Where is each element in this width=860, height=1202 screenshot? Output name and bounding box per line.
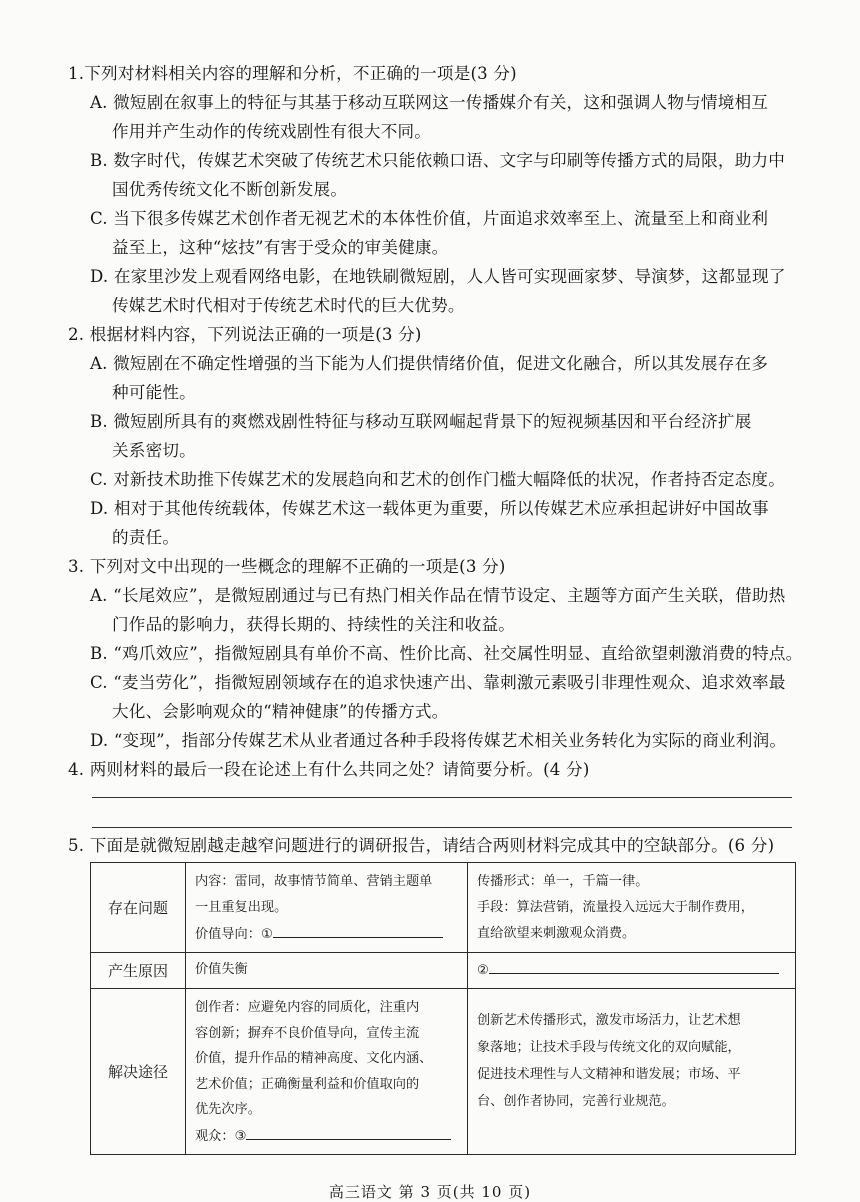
row-header-solutions: 解决途径 — [91, 989, 186, 1155]
q2-option-b-line2: 关系密切。 — [112, 441, 196, 460]
audience-row — [195, 1123, 459, 1150]
question-1-stem: 1.下列对材料相关内容的理解和分析，不正确的一项是(3 分) — [68, 64, 517, 83]
q1-option-b-line1: B. 数字时代，传媒艺术突破了传统艺术只能依赖口语、文字与印刷等传播方式的局限，助力中 — [90, 151, 786, 170]
solutions-left-line: 容创新；摒弃不良价值导向，宣传主流 — [195, 1025, 420, 1041]
q3-option-b-line1: B. “鸡爪效应”，指微短剧具有单价不高、性价比高、社交属性明显、直给欲望刺激消费的特点。 — [90, 644, 803, 663]
causes-left-cell — [186, 953, 468, 989]
blank-marker-1: ① — [260, 927, 273, 942]
solutions-right-line: 促进技术理性与人文精神和谐发展；市场、平 — [477, 1067, 741, 1082]
problems-left-line: 一且重复出现。 — [195, 900, 288, 915]
causes-right-cell — [468, 953, 796, 989]
q1-option-d-line2: 传媒艺术时代相对于传统艺术时代的巨大优势。 — [112, 296, 465, 315]
table-row-solutions — [91, 989, 796, 1155]
q4-answer-line-2[interactable] — [92, 827, 792, 828]
table-row-problems — [91, 863, 796, 953]
problems-right-line: 直给欲望来刺激观众消费。 — [477, 926, 636, 941]
q2-option-a-line1: A. 微短剧在不确定性增强的当下能为人们提供情绪价值，促进文化融合，所以其发展存在多 — [90, 354, 769, 373]
problems-form-cell — [468, 863, 796, 953]
problems-right-line: 手段：算法营销，流量投入远远大于制作费用， — [477, 900, 754, 915]
row-header-causes: 产生原因 — [91, 953, 186, 989]
problems-content-cell — [186, 863, 468, 953]
solutions-left-line: 优先次序。 — [195, 1102, 261, 1117]
solutions-left-cell — [186, 989, 468, 1155]
solutions-right-line: 象落地；让技术手段与传统文化的双向赋能， — [477, 1040, 741, 1055]
q3-option-d-line1: D. “变现”，指部分传媒艺术从业者通过各种手段将传媒艺术相关业务转化为实际的商业利润。 — [90, 731, 787, 750]
blank-2-input[interactable] — [489, 957, 779, 974]
q1-option-a-line1: A. 微短剧在叙事上的特征与其基于移动互联网这一传播媒介有关，这和强调人物与情境相互 — [90, 93, 769, 112]
q3-option-c-line2: 大化、会影响观众的“精神健康”的传播方式。 — [112, 702, 449, 721]
q1-option-b-line2: 国优秀传统文化不断创新发展。 — [112, 180, 348, 199]
solutions-right-line: 台、创作者协同，完善行业规范。 — [477, 1094, 675, 1109]
q3-option-c-line1: C. “麦当劳化”，指微短剧领域存在的追求快速产出、靠刺激元素吸引非理性观众、追求效率最 — [90, 673, 786, 692]
blank-1-input[interactable] — [273, 921, 443, 938]
audience-label: 观众： — [195, 1128, 235, 1144]
q3-option-a-line2: 门作品的影响力，获得长期的、持续性的关注和收益。 — [112, 615, 516, 634]
question-5-stem: 5. 下面是就微短剧越走越窄问题进行的调研报告，请结合两则材料完成其中的空缺部分。(6 分) — [68, 836, 775, 855]
q2-option-c-line1: C. 对新技术助推下传媒艺术的发展趋向和艺术的创作门槛大幅降低的状况，作者持否定态度。 — [90, 470, 786, 489]
q1-option-c-line1: C. 当下很多传媒艺术创作者无视艺术的本体性价值，片面追求效率至上、流量至上和商业利 — [90, 209, 769, 228]
causes-left-text: 价值失衡 — [195, 962, 248, 977]
survey-report-table — [90, 862, 796, 1155]
solutions-right-line: 创新艺术传播形式，激发市场活力，让艺术想 — [477, 1013, 741, 1028]
problems-left-line: 内容：雷同，故事情节简单、营销主题单 — [195, 874, 433, 889]
value-orientation-label: 价值导向： — [195, 927, 261, 942]
question-3-stem: 3. 下列对文中出现的一些概念的理解不正确的一项是(3 分) — [68, 557, 506, 576]
value-orientation-row — [195, 921, 459, 948]
q1-option-a-line2: 作用并产生动作的传统戏剧性有很大不同。 — [112, 122, 432, 141]
question-4-stem: 4. 两则材料的最后一段在论述上有什么共同之处？请简要分析。(4 分) — [68, 760, 590, 779]
row-header-problems: 存在问题 — [91, 863, 186, 953]
q4-answer-line-1[interactable] — [92, 797, 792, 798]
q2-option-b-line1: B. 微短剧所具有的爽燃戏剧性特征与移动互联网崛起背景下的短视频基因和平台经济扩展 — [90, 412, 752, 431]
solutions-left-line: 创作者：应避免内容的同质化，注重内 — [195, 1000, 420, 1015]
solutions-left-line: 艺术价值；正确衡量利益和价值取向的 — [195, 1076, 420, 1092]
question-2-stem: 2. 根据材料内容，下列说法正确的一项是(3 分) — [68, 325, 422, 344]
q3-option-a-line1: A. “长尾效应”，是微短剧通过与已有热门相关作品在情节设定、主题等方面产生关联，借助热 — [90, 586, 786, 605]
q2-option-d-line1: D. 相对于其他传统载体，传媒艺术这一载体更为重要，所以传媒艺术应承担起讲好中国故事 — [90, 499, 769, 518]
solutions-right-cell — [468, 989, 796, 1155]
q1-option-c-line2: 益至上，这种“炫技”有害于受众的审美健康。 — [112, 238, 449, 257]
solutions-left-line: 价值，提升作品的精神高度、文化内涵、 — [195, 1051, 433, 1066]
blank-marker-3: ③ — [234, 1128, 247, 1144]
page-footer: 高三语文 第 3 页(共 10 页) — [328, 1183, 532, 1201]
q2-option-d-line2: 的责任。 — [112, 528, 180, 547]
q1-option-d-line1: D. 在家里沙发上观看网络电影，在地铁刷微短剧，人人皆可实现画家梦、导演梦，这都显现了 — [90, 267, 786, 286]
problems-right-line: 传播形式：单一，千篇一律。 — [477, 874, 649, 889]
q2-option-a-line2: 种可能性。 — [112, 383, 196, 402]
blank-marker-2: ② — [477, 963, 489, 978]
table-row-causes — [91, 953, 796, 989]
blank-3-input[interactable] — [246, 1123, 451, 1140]
